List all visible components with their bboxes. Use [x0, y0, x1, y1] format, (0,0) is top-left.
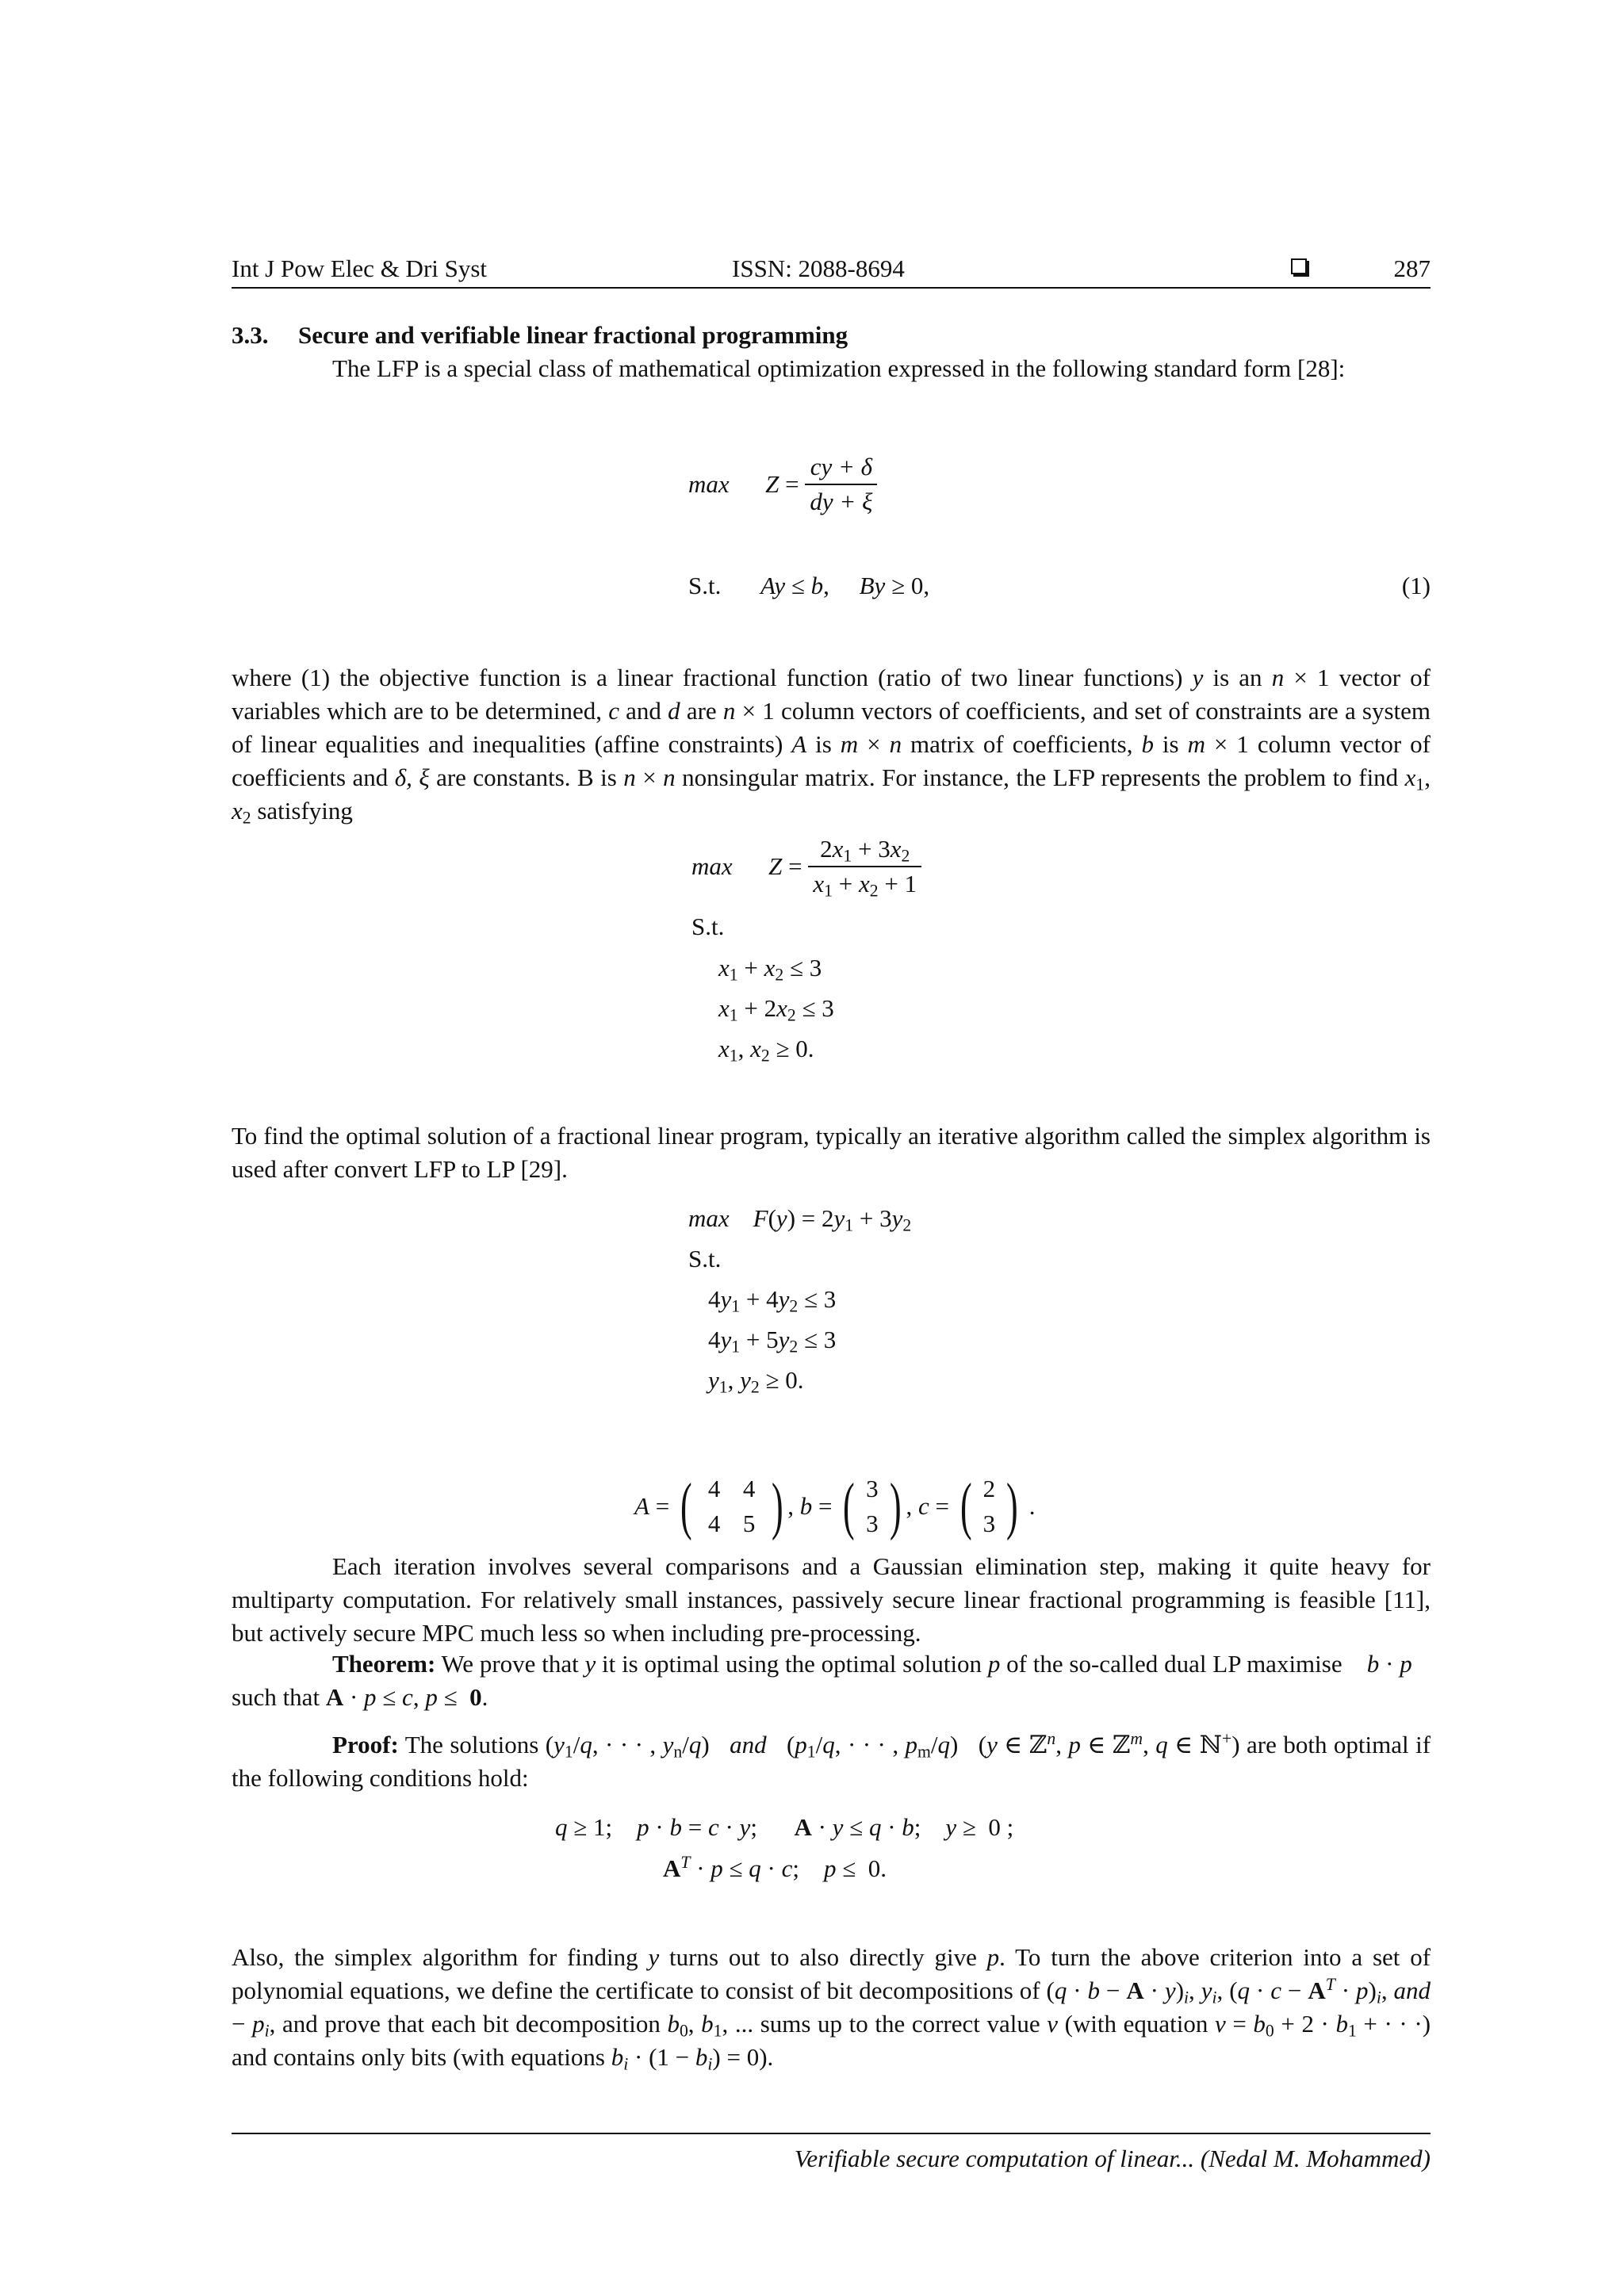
vector-b: ( 3 3 ): [843, 1471, 902, 1541]
lp-st: S.t.: [688, 1245, 722, 1272]
vector-c: ( 2 3 ): [959, 1471, 1019, 1541]
eq1-objective: max Z = $\frac{cy + \delta}{dy + \xi}$: [688, 450, 877, 519]
intro-paragraph: The LFP is a special class of mathematical optimization expressed in the following standard form [28]:: [332, 354, 1346, 382]
section-heading: [232, 319, 848, 352]
section-title: Secure and verifiable linear fractional programming: [298, 321, 848, 349]
lp-objective: $\max F(y) = 2y_1 + 3y_2$: [688, 1204, 912, 1235]
proof-conditions-2: $A^T \cdot p \le q \cdot c$; p ≤ 0.: [663, 1853, 887, 1882]
example-constraint-3: $x_1$, $x_2 \ge 0$.: [718, 1035, 814, 1066]
page-number: 287: [1393, 254, 1431, 282]
simplex-paragraph: To find the optimal solution of a fractional linear program, typically an iterative algorithm called the simplex algorithm is used after convert LFP to LP [29].: [232, 1122, 1431, 1183]
proof-paragraph: Proof: The solutions ($y_1/q$, · · · , $y_n/q$) and ($p_1/q$, · · · , $p_m/q$) (y ∈ ℤ$^n$, p ∈ ℤ$^m$, q ∈ ℕ+) are both optimal if the following conditions hold:: [232, 1729, 1431, 1792]
eq1-number: (1): [1401, 572, 1431, 599]
also-paragraph: Also, the simplex algorithm for finding y turns out to also directly give p. To turn the above criterion into a set of polynomial equations, we define the certificate to consist of bit decompositions of $(q \cdot b - A \cdot y)_i$, $y_i$, $(q \cdot c - A^T \cdot p)_i$, and − $p_i$, and prove that each bit decomposition $b_0$, $b_1$, ... sums up to the correct value v (with equation $v = b_0 + 2 \cdot b_1$ + · · ·) and contains only bits (with equations $b_i \cdot (1 - b_i) = 0$).: [232, 1943, 1431, 2074]
header-rule: [232, 287, 1431, 289]
matrix-equation: A = ( 4 4 4 5 ) , b = ( 3 3 ) , c = ( 2 3 ) .: [634, 1471, 1036, 1541]
footer-rule: [232, 2133, 1431, 2134]
header-journal: Int J Pow Elec & Dri Syst: [232, 254, 488, 282]
example-constraint-2: $x_1 + 2x_2 \le 3$: [718, 994, 834, 1025]
eq1-fraction: $\frac{cy + \delta}{dy + \xi}$: [805, 450, 877, 519]
eq1-constraints: S.t. Ay ≤ b, By ≥ 0,: [688, 572, 930, 599]
footer-text: Verifiable secure computation of linear... (Nedal M. Mohammed): [794, 2145, 1431, 2172]
header-issn: ISSN: 2088-8694: [732, 254, 905, 282]
example-st: S.t.: [691, 913, 725, 940]
theorem-paragraph: Theorem: We prove that y it is optimal using the optimal solution p of the so-called dual LP maximise b · p such that A · p ≤ c, p ≤ 0.: [232, 1650, 1412, 1711]
example-constraint-1: $x_1 + x_2 \le 3$: [718, 954, 822, 985]
example-fraction: $\frac{2x_1 + 3x_2}{x_1 + x_2 + 1}$: [808, 832, 921, 901]
lp-constraint-1: $4y_1 + 4y_2 \le 3$: [708, 1285, 837, 1316]
lp-constraint-2: $4y_1 + 5y_2 \le 3$: [708, 1326, 837, 1357]
proof-conditions-1: q ≥ 1; p · b = c · y; A · y ≤ q · b; y ≥ 0 ;: [555, 1813, 1014, 1841]
lp-constraint-3: $y_1$, $y_2 \ge 0$.: [708, 1366, 804, 1397]
theorem-label: Theorem:: [332, 1650, 436, 1678]
iteration-paragraph: Each iteration involves several comparisons and a Gaussian elimination step, making it quite heavy for multiparty computation. For relatively small instances, passively secure linear fractional programming is feasible [11], but actively secure MPC much less so when including pre-processing.: [232, 1552, 1431, 1647]
example-objective: max Z = $\frac{2x_1 + 3x_2}{x_1 + x_2 + 1}$: [691, 832, 921, 901]
eq1-st: S.t.: [688, 572, 722, 599]
section-number: 3.3.: [232, 321, 269, 349]
matrix-a: ( 4 4 4 5 ): [680, 1471, 783, 1541]
where-paragraph: where (1) the objective function is a linear fractional function (ratio of two linear functions) y is an n × 1 vector of variables which are to be determined, c and d are n × 1 column vectors of coefficients, and set of constraints are a system of linear equalities and inequalities (affine constraints) A is m × n matrix of coefficients, b is m × 1 column vector of coefficients and δ, ξ are constants. B is n × n nonsingular matrix. For instance, the LFP represents the problem to find $x_1$, $x_2$ satisfying: [232, 664, 1431, 828]
proof-label: Proof:: [332, 1731, 399, 1758]
header-box-icon: [1291, 258, 1307, 274]
